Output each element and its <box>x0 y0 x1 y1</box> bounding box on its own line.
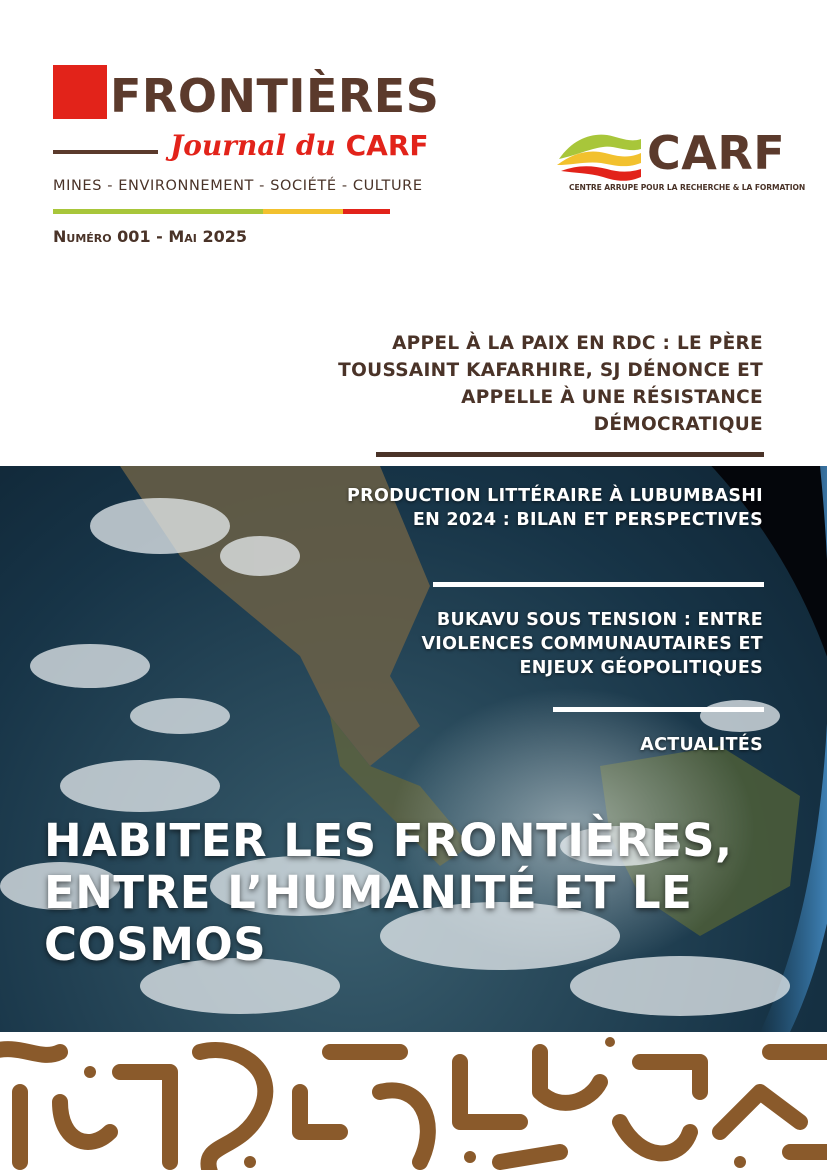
story-rule-2 <box>553 707 764 712</box>
tagline: MINES - ENVIRONNEMENT - SOCIÉTÉ - CULTURE <box>53 178 423 194</box>
story-headline-news: ACTUALITÉS <box>640 735 763 755</box>
color-bar-yellow <box>263 209 343 214</box>
color-bar-green <box>53 209 263 214</box>
publication-subtitle <box>170 128 429 164</box>
tribal-pattern <box>0 1032 827 1170</box>
carf-logo-caption: CENTRE ARRUPE POUR LA RECHERCHE & LA FORMATION <box>569 183 806 192</box>
cover-title: HABITER LES FRONTIÈRES, ENTRE L’HUMANITÉ ET LE COSMOS <box>44 814 733 971</box>
tribal-pattern-band <box>0 1032 827 1170</box>
carf-logo <box>555 125 806 197</box>
issue-number: Numéro 001 - Mai 2025 <box>53 227 247 246</box>
color-bar-red <box>343 209 390 214</box>
subtitle-carf: CARF <box>345 129 429 162</box>
story-rule-1 <box>433 582 764 587</box>
carf-wave-icon <box>555 125 643 187</box>
publication-title: FRONTIÈRES <box>110 69 440 123</box>
lead-headline: APPEL À LA PAIX EN RDC : LE PÈRE TOUSSAINT KAFARHIRE, SJ DÉNONCE ET APPELLE À UNE RÉSISTANCE DÉMOCRATIQUE <box>338 333 763 435</box>
subtitle-journal: Journal du <box>170 129 346 162</box>
lead-headline-rule <box>376 452 764 457</box>
color-bar <box>53 209 390 214</box>
carf-logo-word: CARF <box>647 126 786 180</box>
title-rule <box>53 150 158 154</box>
story-headline-literature: PRODUCTION LITTÉRAIRE À LUBUMBASHI EN 2024 : BILAN ET PERSPECTIVES <box>347 486 763 530</box>
brand-red-square <box>53 65 107 119</box>
masthead <box>0 0 827 466</box>
story-headline-bukavu: BUKAVU SOUS TENSION : ENTRE VIOLENCES COMMUNAUTAIRES ET ENJEUX GÉOPOLITIQUES <box>421 610 763 678</box>
